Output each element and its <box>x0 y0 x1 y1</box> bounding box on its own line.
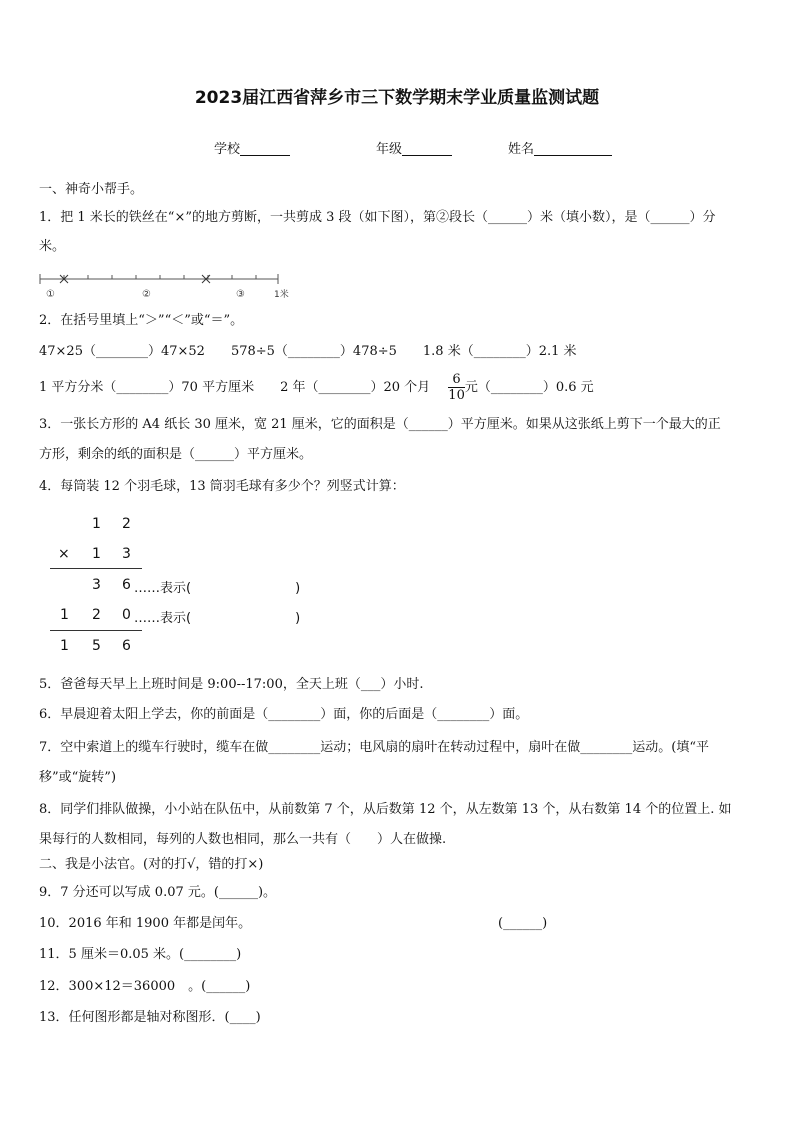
partial-note-2: ……表示( ) <box>134 611 301 626</box>
calc-rule-2 <box>50 630 142 631</box>
grade-field <box>376 143 452 156</box>
question-2-row-2-a: 1 平方分米（________）70 平方厘米 2 年（________）20 个月 <box>39 380 431 395</box>
question-2-row-2-b: 元（________）0.6 元 <box>464 380 594 395</box>
digit: 1 <box>60 607 69 623</box>
ruler-label-2: ② <box>142 289 151 300</box>
question-13: 13．任何图形都是轴对称图形．(____) <box>39 1010 261 1025</box>
question-6: 6．早晨迎着太阳上学去，你的前面是（________）面，你的后面是（________）面。 <box>39 707 529 722</box>
question-5: 5．爸爸每天早上上班时间是 9:00--17:00，全天上班（___）小时. <box>39 677 424 692</box>
question-2-line-1: 2．在括号里填上“＞”“＜”或“＝”。 <box>39 313 244 328</box>
name-label: 姓名 <box>508 142 535 157</box>
section-2-heading: 二、我是小法官。(对的打√，错的打×) <box>39 857 264 872</box>
fraction-denominator: 10 <box>448 388 465 403</box>
name-blank[interactable] <box>534 143 612 156</box>
school-label: 学校 <box>214 142 241 157</box>
question-11: 11．5 厘米＝0.05 米。(________) <box>39 947 242 962</box>
question-1-line-1: 1．把 1 米长的铁丝在“×”的地方剪断，一共剪成 3 段（如下图），第②段长（______）米（填小数），是（______）分 <box>39 210 716 225</box>
section-1-heading: 一、神奇小帮手。 <box>39 182 144 197</box>
question-2-row-1: 47×25（________）47×52 578÷5（________）478÷5 1.8 米（________）2.1 米 <box>39 344 577 359</box>
name-field <box>508 143 612 156</box>
question-3-line-1: 3．一张长方形的 A4 纸长 30 厘米，宽 21 厘米，它的面积是（______）平方厘米。如果从这张纸上剪下一个最大的正 <box>39 417 721 432</box>
fraction-six-tenths <box>448 372 465 403</box>
partial-note-1: ……表示( ) <box>134 581 301 596</box>
digit: 6 <box>122 577 131 593</box>
digit: 1 <box>92 546 101 562</box>
digit: 6 <box>122 638 131 654</box>
school-blank[interactable] <box>240 143 290 156</box>
digit: 0 <box>122 607 131 623</box>
vertical-multiplication <box>40 510 340 660</box>
page-title: 2023届江西省萍乡市三下数学期末学业质量监测试题 <box>194 88 600 108</box>
grade-label: 年级 <box>376 142 403 157</box>
fraction-numerator: 6 <box>452 372 461 387</box>
grade-blank[interactable] <box>402 143 452 156</box>
question-10-answer-blank[interactable]: (______) <box>498 916 548 931</box>
question-9: 9．7 分还可以写成 0.07 元。(______)。 <box>39 885 277 900</box>
ruler-label-3: ③ <box>236 289 245 300</box>
question-8-line-1: 8．同学们排队做操，小小站在队伍中，从前数第 7 个，从后数第 12 个，从左数第 13 个，从右数第 14 个的位置上. 如 <box>39 802 732 817</box>
ruler-label-end: 1米 <box>274 290 289 300</box>
question-7-line-1: 7．空中索道上的缆车行驶时，缆车在做________运动；电风扇的扇叶在转动过程中，扇叶在做________运动。(填“平 <box>39 740 709 755</box>
question-4-line-1: 4．每筒装 12 个羽毛球，13 筒羽毛球有多少个？列竖式计算： <box>39 479 405 494</box>
calc-rule-1 <box>50 568 142 569</box>
question-2-row-2 <box>39 372 594 403</box>
digit: 2 <box>122 516 131 532</box>
digit: 3 <box>92 577 101 593</box>
digit: 1 <box>60 638 69 654</box>
ruler-label-1: ① <box>46 289 55 300</box>
ruler-diagram <box>38 266 298 306</box>
question-3-line-2: 方形，剩余的纸的面积是（______）平方厘米。 <box>39 447 313 462</box>
multiply-sign: × <box>58 546 70 562</box>
school-field <box>214 143 290 156</box>
digit: 5 <box>92 638 101 654</box>
digit: 2 <box>92 607 101 623</box>
question-10: 10．2016 年和 1900 年都是闰年。 <box>39 916 252 931</box>
digit: 3 <box>122 546 131 562</box>
question-1-line-2: 米。 <box>39 239 66 254</box>
question-8-line-2: 果每行的人数相同，每列的人数也相同，那么一共有（ ）人在做操. <box>39 832 447 847</box>
digit: 1 <box>92 516 101 532</box>
question-12: 12．300×12＝36000 。(______) <box>39 979 251 994</box>
question-7-line-2: 移”或“旋转”) <box>39 770 117 785</box>
